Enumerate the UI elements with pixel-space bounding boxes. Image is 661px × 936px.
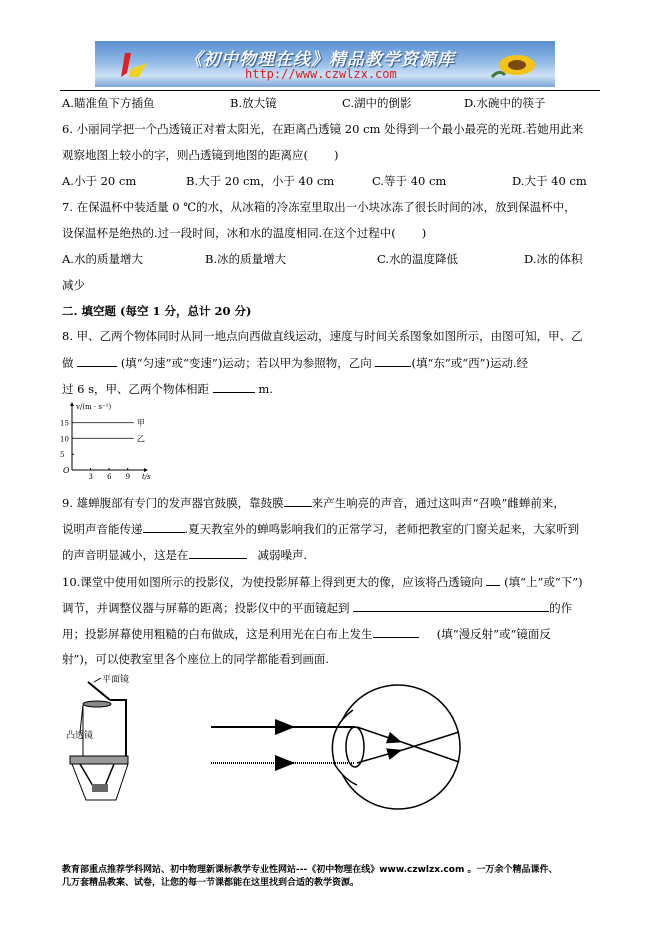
q10-line1	[62, 573, 583, 590]
x-tick-label: 3	[88, 473, 94, 481]
q8-blank-1[interactable]	[77, 354, 117, 367]
q5-option-d: D.水碗中的筷子	[464, 96, 546, 110]
header-rule	[60, 90, 600, 91]
q6-line2-text: 观察地图上较小的字，则凸透镜到地图的距离应(	[62, 148, 308, 162]
q9-blank-2[interactable]	[143, 520, 185, 533]
q6-line2	[62, 147, 338, 163]
q7-option-c: C.水的温度降低	[377, 252, 459, 266]
q8-text: m.	[258, 382, 273, 396]
q5-option-c: C.湖中的倒影	[342, 96, 412, 110]
q8-text: (填“东”或“西”)运动.经	[411, 356, 529, 370]
q10-text: (填“上”或“下”)	[504, 575, 583, 589]
q10-blank-3[interactable]	[373, 625, 419, 638]
velocity-time-chart	[58, 402, 151, 481]
q7-line1: 7. 在保温杯中装适量 0 ℃的水，从冰箱的冷冻室里取出一小块冰冻了很长时间的冰，放到保温杯中，	[62, 200, 576, 214]
q8-line1: 8. 甲、乙两个物体同时从同一地点向西做直线运动，速度与时间关系图象如图所示，由图可知，甲、乙	[62, 329, 583, 343]
sunflower-icon	[487, 49, 537, 79]
q6-option-c: C.等于 40 cm	[372, 174, 447, 188]
x-axis-arrow	[144, 468, 148, 472]
y-axis-label: v/(m · s⁻¹)	[76, 403, 112, 411]
series-label: 甲	[136, 418, 145, 428]
q10-line4: 射”)，可以使教室里各个座位上的同学都能看到画面.	[62, 652, 330, 666]
q5-option-a: A.瞄准鱼下方插鱼	[62, 96, 155, 110]
q7-option-d-wrap: 减少	[62, 278, 85, 292]
lens-label: 凸透镜	[66, 731, 94, 741]
origin-label: O	[63, 466, 70, 475]
q6-option-d: D.大于 40 cm	[512, 174, 587, 188]
q8-blank-3[interactable]	[213, 380, 255, 393]
q10-line3	[62, 625, 551, 642]
q10-blank-2[interactable]	[353, 599, 549, 612]
q9-line2	[62, 520, 579, 537]
series-label: 乙	[136, 434, 145, 444]
q10-text: 的作	[549, 601, 573, 615]
header-banner	[95, 41, 555, 87]
logo-icon	[117, 51, 151, 79]
q6-option-a: A.小于 20 cm	[62, 174, 137, 188]
x-tick-label: 6	[107, 473, 112, 481]
q6-line1: 6. 小丽同学把一个凸透镜正对着太阳光，在距离凸透镜 20 cm 处得到一个最小最亮的光斑.若她用此来	[62, 122, 584, 136]
q8-text: 做	[62, 356, 74, 370]
q10-line2	[62, 599, 572, 616]
q7-option-b: B.冰的质量增大	[205, 252, 287, 266]
q8-text: (填“匀速”或“变速”)运动；若以甲为参照物，乙向	[120, 356, 372, 370]
y-tick-label: 5	[60, 451, 65, 460]
banner-url[interactable]: http://www.czwlzx.com	[245, 67, 397, 81]
q7-option-d: D.冰的体积	[524, 252, 583, 266]
projector-stage	[70, 756, 128, 764]
q7-line2-end: )	[421, 226, 427, 240]
q9-blank-1[interactable]	[284, 494, 312, 507]
q9-line3	[62, 546, 307, 563]
q9-line1	[62, 494, 565, 511]
q9-text: 说明声音能传递	[62, 522, 143, 536]
q7-line2-text: 设保温杯是绝热的.过一段时间，冰和水的温度相同.在这个过程中(	[62, 226, 396, 240]
q10-text: (填“漫反射”或“镜面反	[436, 627, 551, 641]
q8-line2	[62, 354, 528, 371]
q10-blank-1[interactable]	[486, 573, 500, 586]
y-axis-arrow	[70, 402, 74, 406]
y-tick-label: 15	[60, 419, 69, 428]
q9-text: 减弱噪声.	[257, 548, 308, 562]
q8-line3	[62, 380, 273, 397]
convex-lens	[83, 701, 111, 707]
q7-line2	[62, 225, 426, 241]
q10-text: 用；投影屏幕使用粗糙的白布做成，这是利用光在白布上发生	[62, 627, 373, 641]
q6-line2-end: )	[333, 148, 339, 162]
q9-text: 9. 雄蝉腹部有专门的发声器官鼓膜，靠鼓膜	[62, 496, 284, 510]
q9-text: 来产生响亮的声音，通过这叫声“召唤”雌蝉前来，	[311, 496, 565, 510]
q9-text: .夏天教室外的蝉鸣影响我们的正常学习，老师把教室的门窗关起来，大家听到	[184, 522, 580, 536]
y-tick-label: 10	[60, 435, 69, 444]
q7-option-a: A.水的质量增大	[62, 252, 143, 266]
q10-text: 调节，并调整仪器与屏幕的距离；投影仪中的平面镜起到	[62, 601, 350, 615]
lamp	[92, 784, 108, 792]
q6-option-b: B.大于 20 cm，小于 40 cm	[186, 174, 335, 188]
banner-title: 《初中物理在线》精品教学资源库	[185, 50, 455, 70]
q5-option-b: B.放大镜	[230, 96, 277, 110]
q10-text: 10.课堂中使用如图所示的投影仪，为使投影屏幕上得到更大的像，应该将凸透镜向	[62, 575, 483, 589]
footer-line2: 几万套精品教案、试卷，让您的每一节课都能在这里找到合适的教学资源。	[62, 878, 360, 888]
q8-text: 过 6 s，甲、乙两个物体相距	[62, 382, 210, 396]
projector-figure	[58, 672, 203, 807]
footer-line1: 教育部重点推荐学科网站、初中物理新课标教学专业性网站---《初中物理在线》www.czwlzx.com 。一万余个精品课件、	[62, 865, 558, 875]
q9-blank-3[interactable]	[189, 546, 247, 559]
x-axis-label: t/s	[142, 473, 151, 481]
mirror-label: 平面镜	[102, 675, 130, 685]
q8-blank-2[interactable]	[375, 354, 411, 367]
section2-title: 二. 填空题 (每空 1 分，总计 20 分)	[62, 304, 252, 318]
eye-diagram	[205, 670, 467, 815]
x-tick-label: 9	[125, 473, 131, 481]
q9-text: 的声音明显减小，这是在	[62, 548, 189, 562]
